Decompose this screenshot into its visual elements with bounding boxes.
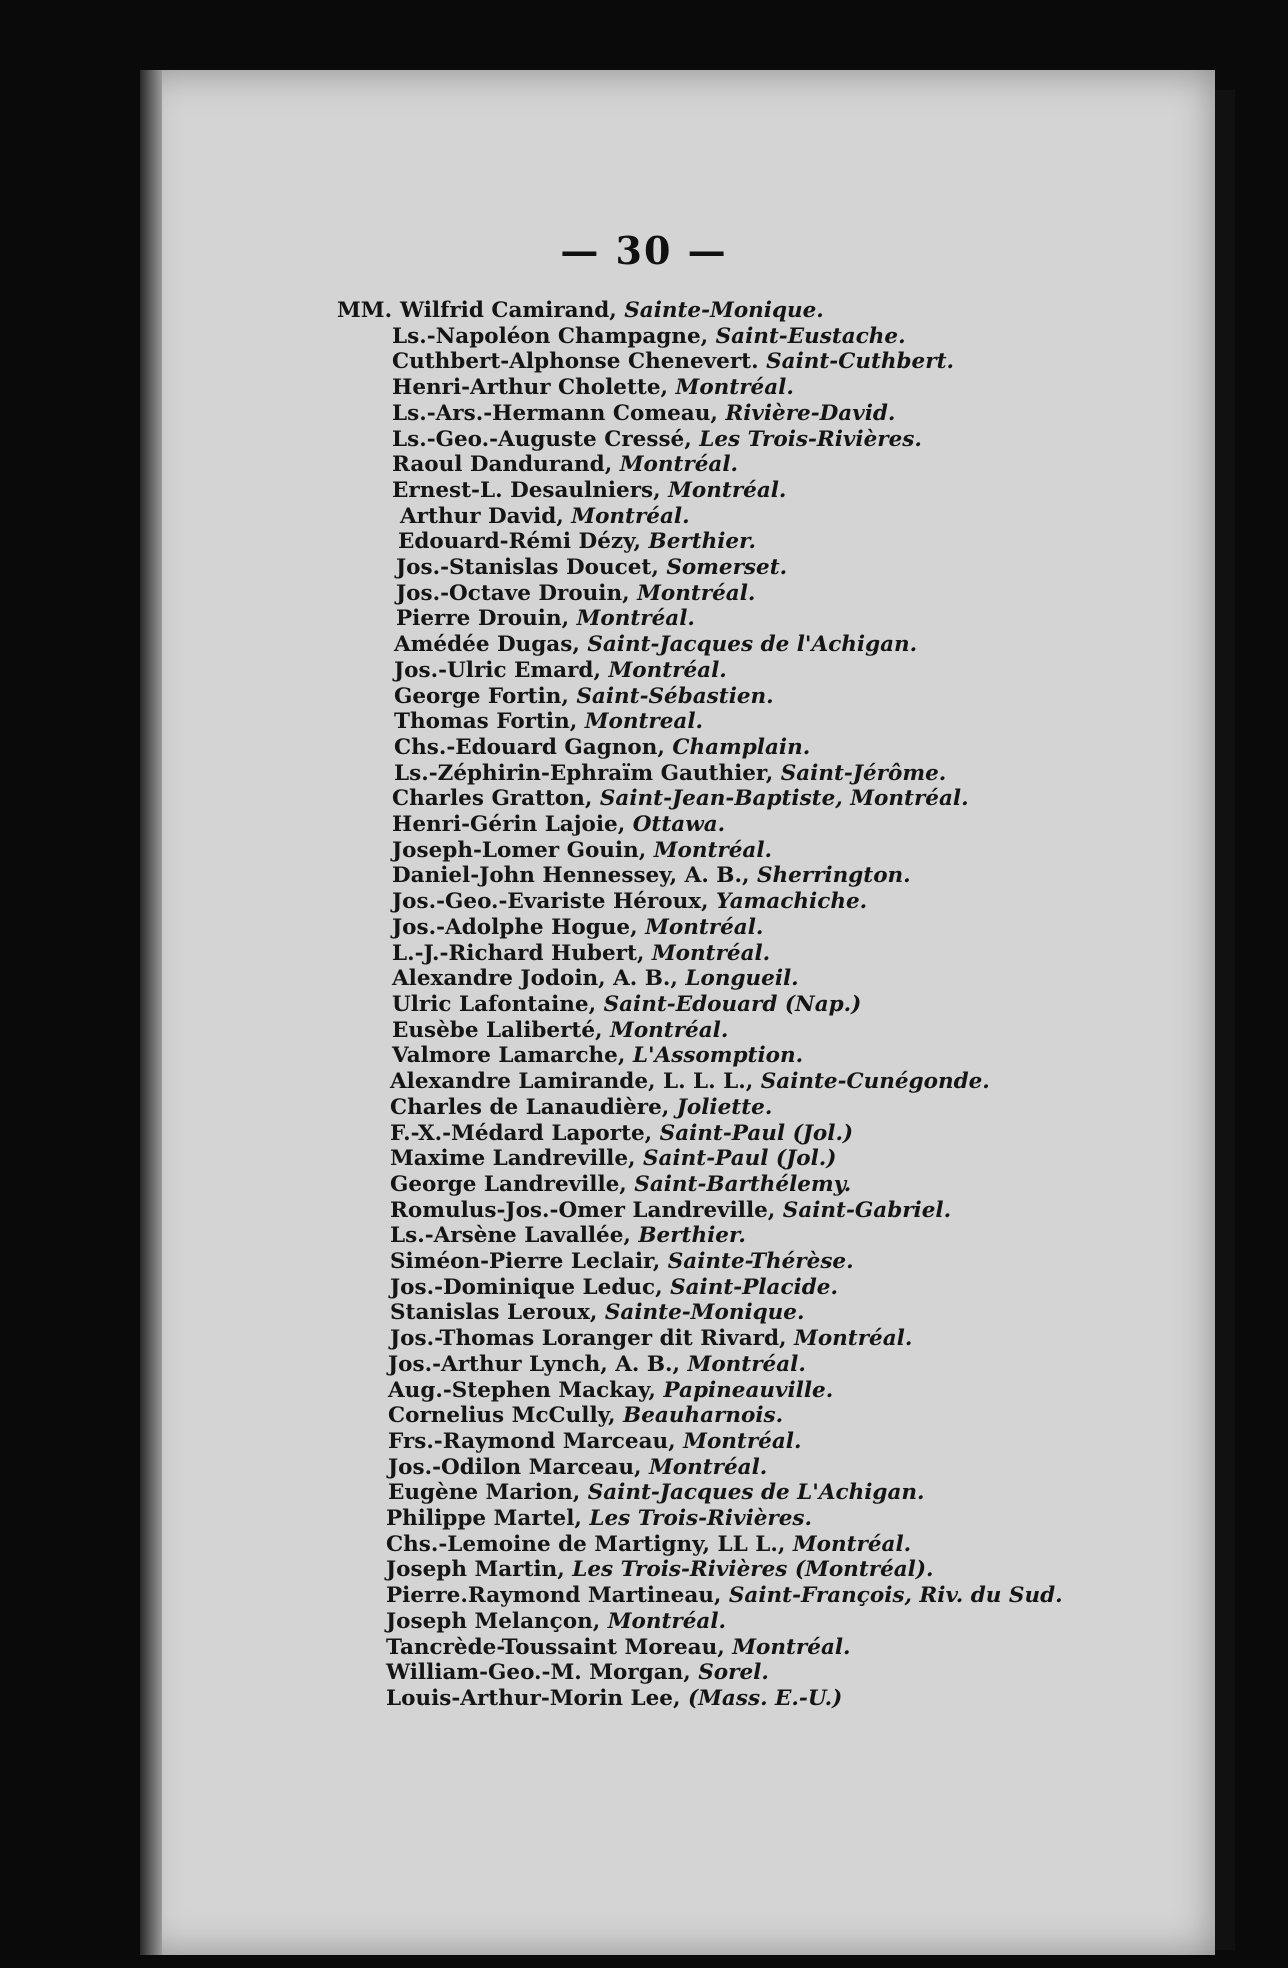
member-place: Saint-Barthélemy. xyxy=(634,1171,852,1197)
list-item xyxy=(320,709,1200,735)
member-name: Siméon-Pierre Leclair, xyxy=(390,1249,661,1275)
member-name: Joseph-Lomer Gouin, xyxy=(392,837,647,863)
member-name: Joseph Martin, xyxy=(386,1557,565,1583)
list-item xyxy=(320,1300,1200,1326)
list-item xyxy=(320,735,1200,761)
list-item xyxy=(320,812,1200,838)
member-place: Sainte-Thérèse. xyxy=(667,1249,854,1275)
list-item xyxy=(320,1095,1200,1121)
list-item xyxy=(320,1429,1200,1455)
member-name: Ls.-Napoléon Champagne, xyxy=(392,323,709,349)
member-name: Romulus-Jos.-Omer Landreville, xyxy=(390,1197,776,1223)
member-place: Sainte-Cunégonde. xyxy=(760,1069,990,1095)
member-name: Jos.-Adolphe Hogue, xyxy=(392,914,638,940)
member-name: Ls.-Zéphirin-Ephraïm Gauthier, xyxy=(394,760,774,786)
member-name: Ls.-Ars.-Hermann Comeau, xyxy=(392,400,718,426)
member-name: Aug.-Stephen Mackay, xyxy=(388,1377,656,1403)
member-place: Montreal. xyxy=(584,709,704,735)
member-place: Saint-Paul (Jol.) xyxy=(643,1146,837,1172)
list-item xyxy=(320,1018,1200,1044)
member-name: Jos.-Stanislas Doucet, xyxy=(396,555,659,581)
member-name: Jos.-Odilon Marceau, xyxy=(388,1454,642,1480)
list-item xyxy=(320,1223,1200,1249)
list-item xyxy=(320,941,1200,967)
list-item xyxy=(320,1146,1200,1172)
member-name: Ernest-L. Desaulniers, xyxy=(392,477,661,503)
member-place: Montréal. xyxy=(610,1017,729,1043)
member-place: Beauharnois. xyxy=(623,1403,784,1429)
member-name: Edouard-Rémi Dézy, xyxy=(398,529,642,555)
member-place: Les Trois-Rivières. xyxy=(699,426,922,452)
list-item xyxy=(320,992,1200,1018)
member-name: Jos.-Thomas Loranger dit Rivard, xyxy=(390,1326,787,1352)
member-place: Montréal. xyxy=(637,580,756,606)
list-item xyxy=(320,555,1200,581)
member-place: Saint-François, Riv. du Sud. xyxy=(728,1583,1063,1609)
member-place: Berthier. xyxy=(648,529,756,555)
list-item xyxy=(320,401,1200,427)
member-place: Montréal. xyxy=(668,477,787,503)
member-name: Joseph Melançon, xyxy=(386,1608,601,1634)
list-item xyxy=(320,504,1200,530)
member-place: Saint-Jean-Baptiste, Montréal. xyxy=(599,786,969,812)
list-item xyxy=(320,349,1200,375)
member-place: Montréal. xyxy=(607,1608,726,1634)
list-item xyxy=(320,1506,1200,1532)
member-place: Papineauville. xyxy=(663,1377,834,1403)
list-item xyxy=(320,529,1200,555)
member-name: Daniel-John Hennessey, A. B., xyxy=(392,863,750,889)
member-place: Les Trois-Rivières (Montréal). xyxy=(572,1557,934,1583)
member-place: Montréal. xyxy=(648,1454,768,1480)
member-name: Charles de Lanaudière, xyxy=(390,1094,670,1120)
list-item xyxy=(320,1403,1200,1429)
member-name: L.-J.-Richard Hubert, xyxy=(392,940,645,966)
member-place: Les Trois-Rivières. xyxy=(589,1506,813,1532)
list-item xyxy=(320,1583,1200,1609)
list-item xyxy=(320,427,1200,453)
list-item xyxy=(320,1249,1200,1275)
member-name: Arthur David, xyxy=(400,503,564,529)
list-item xyxy=(320,761,1200,787)
member-place: Montréal. xyxy=(645,914,764,940)
member-name: Ls.-Arsène Lavallée, xyxy=(390,1223,631,1249)
list-item xyxy=(320,478,1200,504)
member-place: Sherrington. xyxy=(756,863,911,889)
list-item xyxy=(320,915,1200,941)
list-item xyxy=(320,1455,1200,1481)
member-name: Philippe Martel, xyxy=(386,1506,582,1532)
member-place: Montréal. xyxy=(675,375,794,401)
member-name: Valmore Lamarche, xyxy=(392,1043,626,1069)
member-place: Berthier. xyxy=(638,1223,746,1249)
list-item xyxy=(320,1198,1200,1224)
member-name: Chs.-Lemoine de Martigny, LL L., xyxy=(386,1531,786,1557)
member-name: Chs.-Edouard Gagnon, xyxy=(394,734,665,760)
member-name: Ulric Lafontaine, xyxy=(392,991,597,1017)
member-place: Montréal. xyxy=(794,1326,913,1352)
list-item xyxy=(320,1043,1200,1069)
member-name: Jos.-Octave Drouin, xyxy=(396,580,630,606)
member-place: Saint-Jérôme. xyxy=(780,760,947,786)
member-name: William-Geo.-M. Morgan, xyxy=(386,1660,691,1686)
list-item xyxy=(320,1069,1200,1095)
list-prefix: MM. xyxy=(337,298,393,323)
member-place: Saint-Gabriel. xyxy=(782,1197,952,1223)
member-place: Montréal. xyxy=(608,657,727,683)
member-name: Cuthbert-Alphonse Chenevert. xyxy=(392,349,759,375)
member-place: Montréal. xyxy=(792,1531,912,1557)
list-item xyxy=(320,1121,1200,1147)
list-item xyxy=(320,1557,1200,1583)
facing-page-edge xyxy=(1215,90,1235,1950)
list-item xyxy=(320,298,1200,324)
member-place: Montréal. xyxy=(683,1428,802,1454)
member-name: George Fortin, xyxy=(394,683,569,709)
member-place: Sainte-Monique. xyxy=(604,1300,805,1326)
member-place: Saint-Jacques de l'Achigan. xyxy=(587,632,918,658)
list-item xyxy=(320,324,1200,350)
member-name: Maxime Landreville, xyxy=(390,1146,636,1172)
list-item xyxy=(320,838,1200,864)
list-item xyxy=(320,1532,1200,1558)
list-item xyxy=(320,1686,1200,1712)
member-name: Amédée Dugas, xyxy=(394,632,580,658)
member-name: F.-X.-Médard Laporte, xyxy=(390,1120,653,1146)
member-name: Pierre Drouin, xyxy=(396,606,570,632)
list-item xyxy=(320,966,1200,992)
list-item xyxy=(320,1660,1200,1686)
list-item xyxy=(320,684,1200,710)
member-name: Tancrède-Toussaint Moreau, xyxy=(386,1634,725,1660)
member-name: Cornelius McCully, xyxy=(388,1403,616,1429)
list-item xyxy=(320,889,1200,915)
member-place: Joliette. xyxy=(676,1094,773,1120)
list-item xyxy=(320,606,1200,632)
member-place: Somerset. xyxy=(666,555,788,581)
list-item xyxy=(320,1352,1200,1378)
member-name: Pierre.Raymond Martineau, xyxy=(386,1583,722,1609)
member-place: L'Assomption. xyxy=(632,1043,804,1069)
member-name: Jos.-Arthur Lynch, A. B., xyxy=(388,1351,681,1377)
member-place: Saint-Placide. xyxy=(670,1274,838,1300)
member-name: Eugène Marion, xyxy=(388,1480,581,1506)
list-item xyxy=(320,1480,1200,1506)
member-name: Eusèbe Laliberté, xyxy=(392,1017,603,1043)
member-place: Montréal. xyxy=(653,837,772,863)
member-name: Frs.-Raymond Marceau, xyxy=(388,1428,676,1454)
member-name: Charles Gratton, xyxy=(392,786,593,812)
member-place: Saint-Eustache. xyxy=(715,323,906,349)
list-item xyxy=(320,375,1200,401)
member-place: Champlain. xyxy=(672,734,811,760)
member-name: Henri-Arthur Cholette, xyxy=(392,375,669,401)
member-name: Jos.-Ulric Emard, xyxy=(394,657,601,683)
member-place: Ottawa. xyxy=(632,812,726,838)
member-list xyxy=(320,298,1200,1712)
member-place: Saint-Paul (Jol.) xyxy=(659,1120,854,1146)
member-place: Rivière-David. xyxy=(725,400,896,426)
member-place: Montréal. xyxy=(571,503,690,529)
member-name: Henri-Gérin Lajoie, xyxy=(392,812,626,838)
list-item xyxy=(320,1326,1200,1352)
list-item xyxy=(320,658,1200,684)
member-name: Alexandre Jodoin, A. B., xyxy=(392,966,678,992)
list-item xyxy=(320,632,1200,658)
member-name: Alexandre Lamirande, L. L. L., xyxy=(390,1069,754,1095)
member-place: Longueil. xyxy=(685,966,799,992)
member-place: Saint-Jacques de L'Achigan. xyxy=(587,1480,925,1506)
member-place: Saint-Sébastien. xyxy=(576,683,774,709)
member-place: Montréal. xyxy=(687,1351,806,1377)
list-item xyxy=(320,452,1200,478)
list-item xyxy=(320,786,1200,812)
page-number: — 30 — xyxy=(560,228,728,273)
member-name: George Landreville, xyxy=(390,1171,627,1197)
list-item xyxy=(320,1378,1200,1404)
member-name: Raoul Dandurand, xyxy=(392,452,613,478)
member-name: Stanislas Leroux, xyxy=(390,1300,598,1326)
list-item xyxy=(320,1275,1200,1301)
member-place: Montréal. xyxy=(651,940,771,966)
list-item xyxy=(320,1609,1200,1635)
member-name: Ls.-Geo.-Auguste Cressé, xyxy=(392,426,692,452)
member-name: Jos.-Dominique Leduc, xyxy=(390,1274,663,1300)
member-place: (Mass. E.-U.) xyxy=(687,1685,843,1711)
list-item xyxy=(320,581,1200,607)
member-place: Yamachiche. xyxy=(716,889,868,915)
member-place: Saint-Edouard (Nap.) xyxy=(603,991,862,1017)
member-name: Wilfrid Camirand, xyxy=(400,298,617,323)
member-name: Jos.-Geo.-Evariste Héroux, xyxy=(392,889,709,915)
list-item xyxy=(320,863,1200,889)
member-place: Sorel. xyxy=(698,1660,769,1686)
list-item xyxy=(320,1172,1200,1198)
member-place: Saint-Cuthbert. xyxy=(766,349,954,375)
member-place: Montréal. xyxy=(619,452,738,478)
list-item xyxy=(320,1635,1200,1661)
member-place: Sainte-Monique. xyxy=(624,298,824,323)
member-name: Thomas Fortin, xyxy=(394,709,578,735)
member-name: Louis-Arthur-Morin Lee, xyxy=(386,1685,681,1711)
member-place: Montréal. xyxy=(732,1634,851,1660)
page-binding-edge xyxy=(140,70,162,1955)
member-place: Montréal. xyxy=(576,606,695,632)
